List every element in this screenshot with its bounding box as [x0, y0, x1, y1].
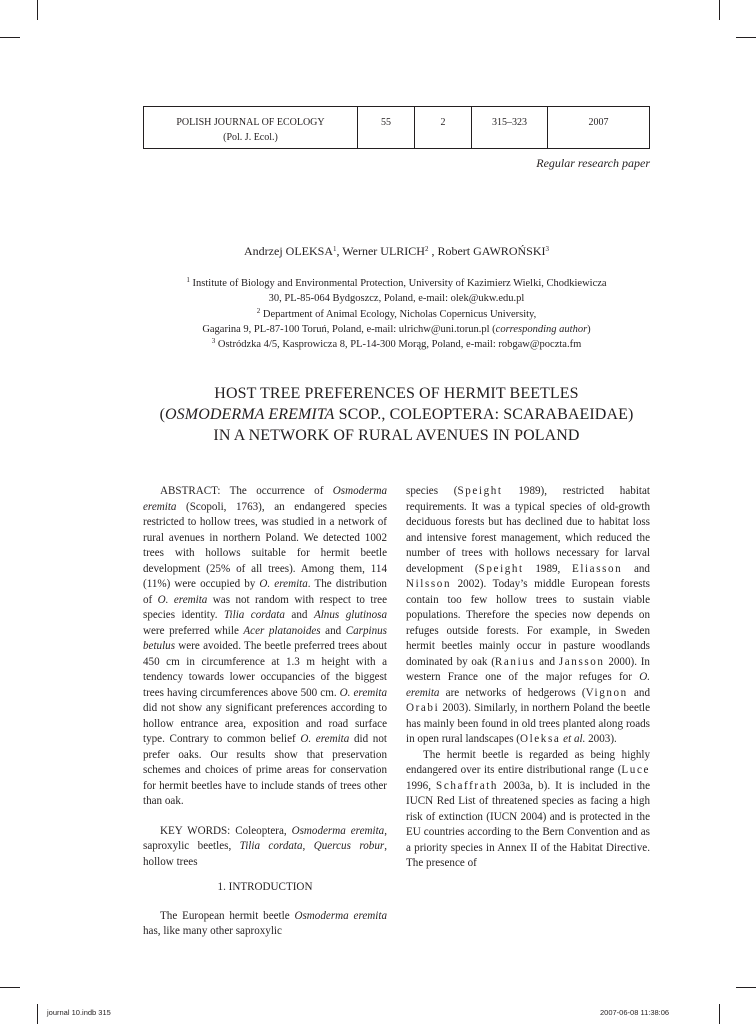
abstract [143, 484, 387, 810]
species-name: O. eremita [300, 733, 350, 745]
body-text: and [622, 562, 650, 575]
author-sup: 1 [332, 245, 337, 253]
affiliation-sup: 1 [186, 276, 190, 284]
affiliation-text: Gagarina 9, PL-87-100 Toruń, Poland, e-mail: ulrichw@uni.torun.pl ( [202, 323, 496, 335]
crop-mark [0, 37, 20, 38]
abstract-text: ABSTRACT: The occurrence of [160, 485, 333, 497]
body-text: The hermit beetle is regarded as being highly endangered over its entire distributional range ( [406, 748, 650, 776]
citation-author: Eliasson [571, 562, 623, 575]
crop-mark [0, 987, 20, 988]
species-name: Osmoderma eremita [291, 824, 385, 837]
citation-author: Nilsson [406, 578, 452, 590]
body-text: 2000). In western France one of the major refuges for [406, 655, 650, 683]
affiliation-text: Ostródzka 4/5, Kasprowicza 8, PL-14-300 Morąg, Poland, e-mail: robgaw@poczta.fm [215, 339, 582, 351]
title-italic: OSMODERMA EREMITA [165, 406, 335, 423]
body-text: and [535, 655, 559, 668]
keywords-text: , hollow trees [143, 840, 387, 868]
affiliation-sup: 2 [256, 306, 261, 315]
species-name: O. eremita [406, 671, 650, 699]
citation-author: Oleksa [519, 733, 561, 745]
species-name: Tilia cordata [239, 840, 303, 852]
right-column [406, 484, 650, 872]
abstract-text: did not prefer oaks. Our results show that preservation schemes and choices of prime areas for conservation for hermit beetles have to include stands of trees other than oak. [143, 733, 387, 807]
journal-abbrev: (Pol. J. Ecol.) [223, 132, 278, 143]
abstract-text: was not random with respect to tree species identity. [143, 593, 387, 621]
affiliation-text: Department of Animal Ecology, Nicholas Copernicus University, [260, 308, 537, 320]
affiliation-1 [143, 276, 650, 291]
species-name: O. eremita [157, 593, 208, 606]
affiliation-text: ) [587, 323, 591, 335]
footer-file-name: journal 10.indb 315 [47, 1008, 111, 1017]
author-name: , Werner ULRICH [336, 244, 425, 258]
body-text: 1989, [523, 562, 572, 575]
author-sup: 2 [424, 245, 429, 253]
journal-name-cell [144, 107, 358, 148]
crop-mark [719, 1004, 720, 1024]
title-line-2 [143, 404, 650, 425]
citation-author: Ranius [494, 655, 536, 668]
abstract-text: were preferred while [143, 624, 244, 637]
affiliation-italic: corresponding author [495, 323, 588, 335]
citation-author: Schaffrath [436, 779, 499, 792]
affiliations [143, 276, 650, 352]
affiliation-3 [143, 337, 650, 352]
intro-paragraph [143, 909, 387, 940]
affiliation-1-cont: 30, PL-85-064 Bydgoszcz, Poland, e-mail: olek@ukw.edu.pl [268, 293, 525, 305]
author-sup: 3 [545, 245, 549, 253]
species-name: Quercus robur [313, 840, 385, 852]
affiliation-2 [143, 307, 650, 322]
body-text: 1989), restricted habitat requirements. It was a typical species of old-growth deciduous forests but has declined due to habitat loss and intensive forest management, which reduced the number of trees with hollows necessary for larval development ( [406, 485, 650, 575]
citation-author: Speight [457, 485, 503, 497]
pages-cell: 315–323 [472, 107, 548, 148]
journal-header-table [143, 106, 650, 149]
abstract-text: . The distribution of [143, 578, 387, 606]
footer-timestamp: 2007-06-08 11:38:06 [600, 1008, 670, 1017]
author-line [143, 244, 650, 259]
section-heading: 1. INTRODUCTION [217, 881, 313, 893]
abstract-text: were avoided. The beetle preferred trees about 450 cm in circumference at 1.3 m height with a tendency towards lower occupancies of the biggest trees having circumferences above 500 cm. [143, 640, 387, 699]
citation-author: Jansson [558, 655, 605, 668]
crop-mark [719, 0, 720, 20]
citation-author: Speight [478, 562, 524, 575]
title-line-3: IN A NETWORK OF RURAL AVENUES IN POLAND [213, 427, 580, 444]
body-paragraph [406, 748, 650, 872]
body-text: 2002). Today’s middle European forests contain too few hollow trees to sustain viable populations. Therefore the species now depends on refuges outside forests. For example, in Sweden hermit beetles mainly occur in pasture woodlands dominated by oak ( [406, 578, 650, 668]
species-name: Alnus glutinosa [313, 609, 387, 621]
species-name: Carpinus betulus [143, 624, 387, 652]
keywords-text: , saproxylic beetles, [143, 824, 387, 852]
crop-mark [736, 37, 756, 38]
species-name: Osmoderma eremita [294, 909, 387, 922]
issue-cell: 2 [415, 107, 472, 148]
crop-mark [37, 1004, 38, 1024]
species-name: O. eremita [259, 578, 308, 590]
keywords-text: , [302, 840, 314, 852]
abstract-text: did not show any significant preferences according to hollow entrance area, exposition and road surface type. Contrary to common belief [143, 702, 387, 745]
species-name: Acer platanoides [243, 624, 321, 637]
keywords [143, 824, 387, 871]
species-name: Osmoderma eremita [143, 485, 387, 513]
abstract-text: (Scopoli, 1763), an endangered species restricted to hollow trees, was studied in a network of rural avenues in northern Poland. We detected 1002 trees with hollows suitable for hermit beetle development (25% of all trees). Among them, 114 (11%) were occupied by [143, 500, 387, 590]
volume-cell: 55 [358, 107, 415, 148]
crop-mark [736, 987, 756, 988]
body-text: has, like many other saproxylic [143, 925, 282, 937]
left-column [143, 484, 387, 940]
species-name: Tilia cordata [223, 609, 285, 621]
body-text: 1996, [406, 779, 437, 792]
body-text: and [627, 686, 650, 699]
paper-title [143, 383, 650, 446]
affiliation-2-cont [143, 322, 650, 337]
author-name: Andrzej OLEKSA [244, 244, 333, 258]
title-text: ( [159, 406, 166, 423]
keywords-text: KEY WORDS: Coleoptera, [160, 824, 292, 837]
body-paragraph [406, 484, 650, 748]
body-text: are networks of hedgerows ( [439, 686, 586, 699]
paper-type: Regular research paper [536, 156, 650, 170]
citation-author: Luce [621, 764, 650, 776]
affiliation-text: Institute of Biology and Environmental Protection, University of Kazimierz Wielki, Chodkiewicza [189, 278, 607, 289]
abstract-text: and [320, 624, 346, 637]
body-text: species ( [406, 485, 458, 497]
author-name: , Robert GAWROŃSKI [428, 244, 546, 258]
abstract-text: and [284, 609, 314, 621]
year-cell: 2007 [588, 117, 609, 128]
title-text: SCOP., COLEOPTERA: SCARABAEIDAE) [334, 406, 634, 423]
title-line-1: HOST TREE PREFERENCES OF HERMIT BEETLES [214, 385, 579, 402]
body-text: 2003). [585, 733, 617, 745]
crop-mark [37, 0, 38, 20]
citation-author: Orabi [406, 702, 440, 714]
citation-etal: et al. [560, 733, 586, 745]
citation-author: Vignon [585, 686, 628, 699]
body-text: 2003). Similarly, in northern Poland the beetle has mainly been found in old trees planted along roads in open rural landscapes ( [406, 702, 650, 745]
body-text: The European hermit beetle [160, 909, 295, 922]
species-name: O. eremita [339, 686, 387, 699]
body-text: 2003a, b). It is included in the IUCN Red List of threatened species as facing a high risk of extinction (IUCN 2004) and is protected in the EU countries according to the Bern Convention and as a priority species in Annex II of the Habitat Directive. The presence of [406, 779, 651, 869]
journal-name: POLISH JOURNAL OF ECOLOGY [176, 117, 325, 128]
affiliation-sup: 3 [211, 337, 216, 346]
